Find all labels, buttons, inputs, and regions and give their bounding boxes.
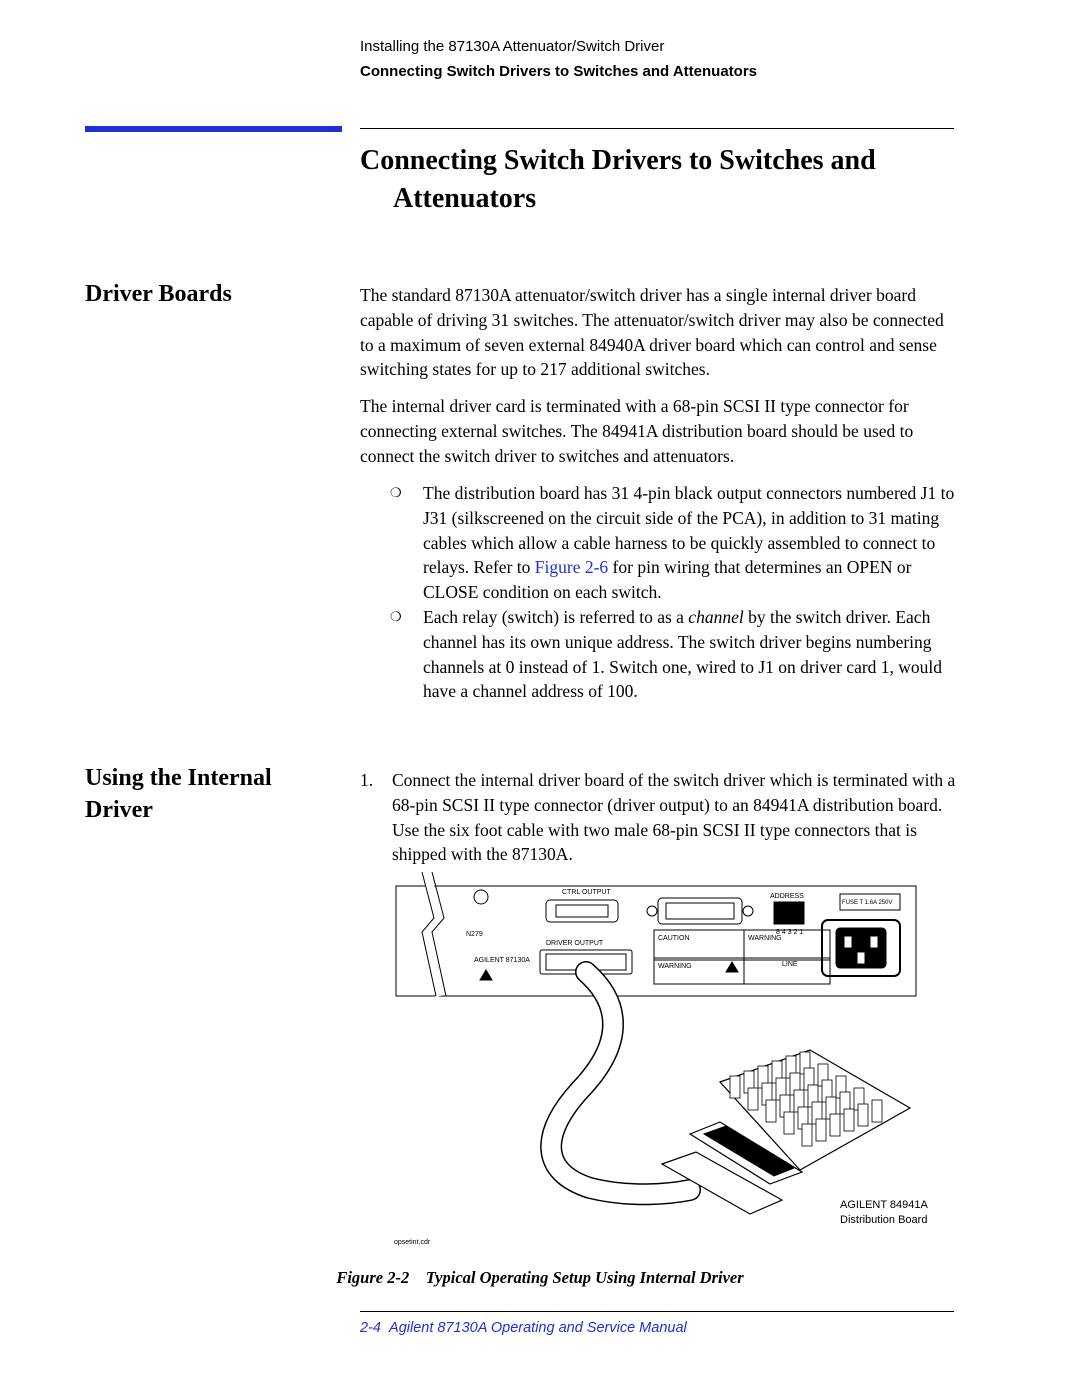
panel-ctrl-output: CTRL OUTPUT [562, 889, 611, 896]
bullet-item [360, 481, 960, 605]
page-title-line1: Connecting Switch Drivers to Switches and [360, 145, 876, 176]
panel-caution: CAUTION [658, 935, 690, 942]
panel-model: AGILENT 87130A [474, 957, 530, 964]
operating-setup-figure [390, 872, 950, 1248]
bullet-marker: ❍ [390, 485, 402, 500]
panel-address: ADDRESS [770, 893, 804, 900]
channel-term: channel [688, 606, 744, 627]
page-title-line2: Attenuators [393, 183, 537, 214]
page-title [360, 142, 960, 218]
bullet-list [360, 481, 960, 704]
footer-rule [360, 1311, 954, 1312]
heading-line1: Using the Internal [85, 765, 272, 791]
heading-line2: Driver [85, 797, 153, 823]
footer-manual-title: Agilent 87130A Operating and Service Manual [389, 1320, 687, 1336]
title-rule [360, 128, 954, 129]
step-number: 1. [360, 770, 374, 790]
figure-caption-text: Typical Operating Setup Using Internal Driver [425, 1268, 744, 1287]
board-label-model: AGILENT 84941A [840, 1199, 928, 1211]
page-footer [360, 1320, 687, 1336]
driver-boards-paragraph-2: The internal driver card is terminated with a 68-pin SCSI II type connector for connecting external switches. The 84941A distribution board should be used to connect the switch driver to switches and attenuators. [360, 396, 914, 466]
step-text: Connect the internal driver board of the switch driver which is terminated with a 68-pin SCSI II type connector (driver output) to an 84941A distribution board. Use the six foot cable with two male 68-pin SCSI II type connectors that is shipped with the 87130A. [392, 770, 956, 865]
bullet2-text-end: by the switch driver. Each channel has its own unique address. The switch driver begins numbering channels at 0 instead of 1. Switch one, wired to J1 on driver card 1, would have a channel address of 100. [423, 606, 943, 702]
panel-fuse: FUSE T 1.6A 250V [842, 900, 893, 906]
bullet-marker: ❍ [390, 608, 402, 624]
bullet2-text: Each relay (switch) is referred to as a [423, 606, 689, 627]
panel-n279: N279 [466, 931, 483, 938]
panel-warning-2: WARNING [658, 963, 692, 970]
board-label-name: Distribution Board [840, 1214, 928, 1226]
section-accent-bar [85, 126, 342, 132]
panel-line: LINE [782, 961, 798, 968]
driver-boards-paragraph-1: The standard 87130A attenuator/switch driver has a single internal driver board capable of driving 31 switches. The attenuator/switch driver may also be connected to a maximum of seven external 84940A driver board which can control and sense switching states for up to 217 additional switches. [360, 285, 944, 380]
running-header-chapter: Installing the 87130A Attenuator/Switch Driver [360, 38, 665, 55]
heading-using-internal-driver [85, 762, 325, 826]
step-1 [360, 768, 960, 867]
heading-driver-boards: Driver Boards [85, 281, 232, 307]
footer-page-number: 2-4 [360, 1320, 381, 1336]
figure-caption [0, 1268, 1080, 1288]
panel-warning: WARNING [748, 935, 782, 942]
running-header-section: Connecting Switch Drivers to Switches and Attenuators [360, 63, 758, 80]
bullet-item [360, 605, 960, 704]
panel-bits: 8 4 3 2 1 [776, 929, 804, 936]
bullet1-text-end: for pin wiring that determines an OPEN or CLOSE condition on each switch. [423, 557, 912, 603]
bullet1-text: The distribution board has 31 4-pin black output connectors numbered J1 to J31 (silkscreened on the circuit side of the PCA), in addition to 31 mating cables which allow a cable harness to be quickly assembled to connect to relays. Refer to [423, 483, 955, 578]
panel-driver-output: DRIVER OUTPUT [546, 940, 604, 947]
figure-caption-label: Figure 2-2 [336, 1268, 410, 1287]
figure-file-label: opsetint.cdr [394, 1239, 431, 1246]
figure-2-6-link[interactable]: Figure 2-6 [534, 557, 609, 578]
